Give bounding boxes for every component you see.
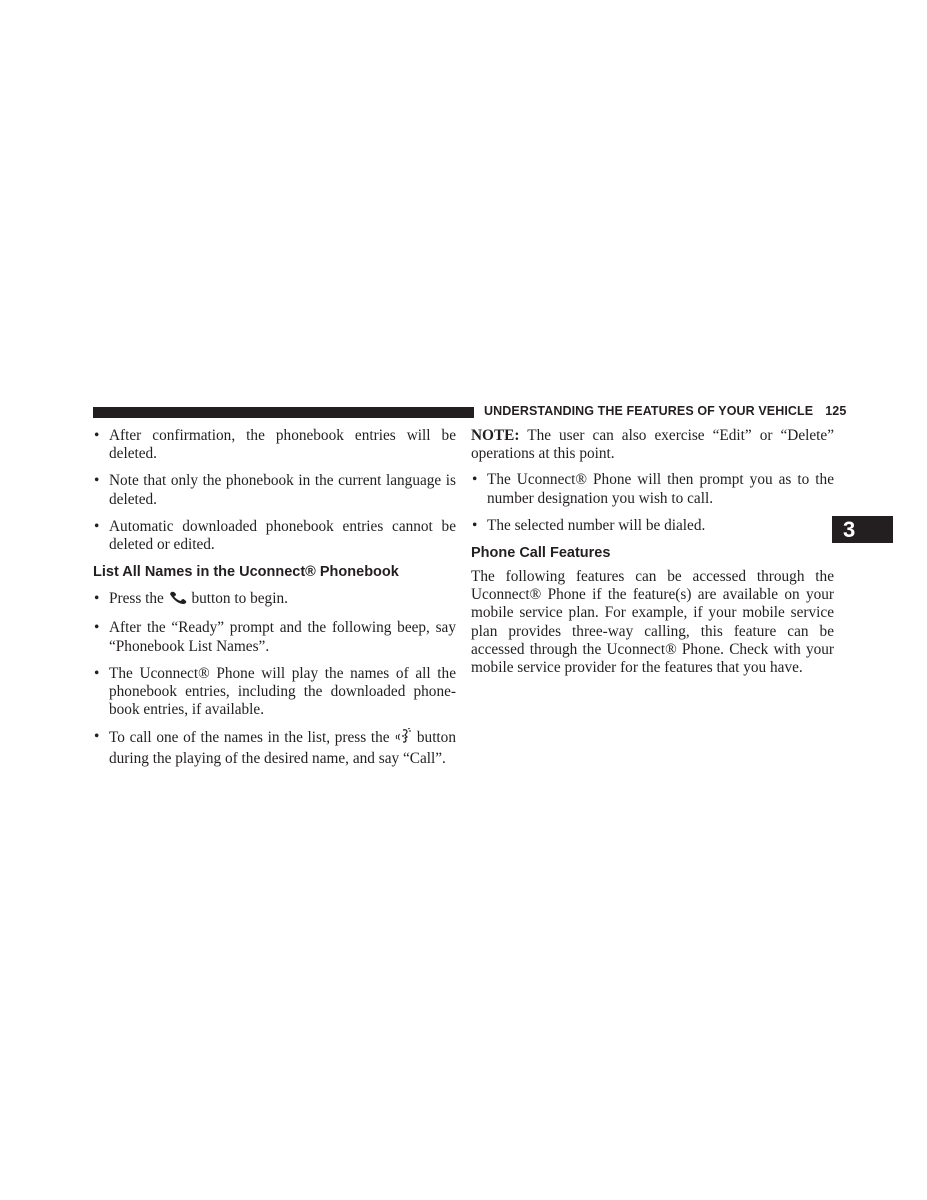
note-text: The user can also exercise “Edit” or “Delete” operations at this point. bbox=[471, 427, 834, 463]
page-number: 125 bbox=[825, 404, 847, 418]
note-label: NOTE: bbox=[471, 427, 520, 444]
bullet-list-names bbox=[93, 590, 456, 768]
list-item bbox=[93, 728, 456, 767]
running-header bbox=[484, 404, 846, 418]
list-item bbox=[93, 590, 456, 610]
call-names-before: To call one of the names in the list, press the bbox=[109, 729, 390, 747]
section-heading-phone-call-features: Phone Call Features bbox=[471, 545, 611, 562]
left-column bbox=[93, 427, 456, 777]
list-item: • The Uconnect® Phone will then prompt you as to the number designation you wish to call. bbox=[471, 471, 834, 507]
body-paragraph: The following features can be accessed through the Uconnect® Phone if the feature(s) are available on your mobile service plan. For example, if your mobile service plan provides three-way calling, this feature can be accessed through the Uconnect® Phone. Check with your mobile service provider for the features that you have. bbox=[471, 568, 834, 677]
press-phone-before: Press the bbox=[109, 590, 164, 608]
voice-command-icon bbox=[394, 728, 412, 749]
list-item: • The selected number will be dialed. bbox=[471, 517, 834, 535]
section-heading-list-names: List All Names in the Uconnect® Phonebook bbox=[93, 564, 399, 581]
list-item: • Automatic downloaded phonebook entries cannot be deleted or edited. bbox=[93, 518, 456, 554]
chapter-tab: 3 bbox=[832, 516, 893, 543]
section-title: UNDERSTANDING THE FEATURES OF YOUR VEHICLE bbox=[484, 404, 814, 418]
bullet-list-right bbox=[471, 471, 834, 535]
note-paragraph bbox=[471, 427, 834, 463]
bullet-list-top bbox=[93, 427, 456, 554]
right-column bbox=[471, 427, 834, 677]
header-rule bbox=[93, 407, 474, 418]
list-item: • After confirmation, the phonebook entries will be deleted. bbox=[93, 427, 456, 463]
call-names-after: button during the playing of the desired name, and say “Call”. bbox=[109, 729, 456, 767]
list-item: • Note that only the phonebook in the current language is deleted. bbox=[93, 472, 456, 508]
list-item: • After the “Ready” prompt and the following beep, say “Phonebook List Names”. bbox=[93, 619, 456, 655]
phone-icon bbox=[168, 591, 188, 610]
list-item: • The Uconnect® Phone will play the names of all the phonebook entries, including the downloaded phone-book entries, if available. bbox=[93, 665, 456, 720]
press-phone-after: button to begin. bbox=[191, 590, 288, 608]
